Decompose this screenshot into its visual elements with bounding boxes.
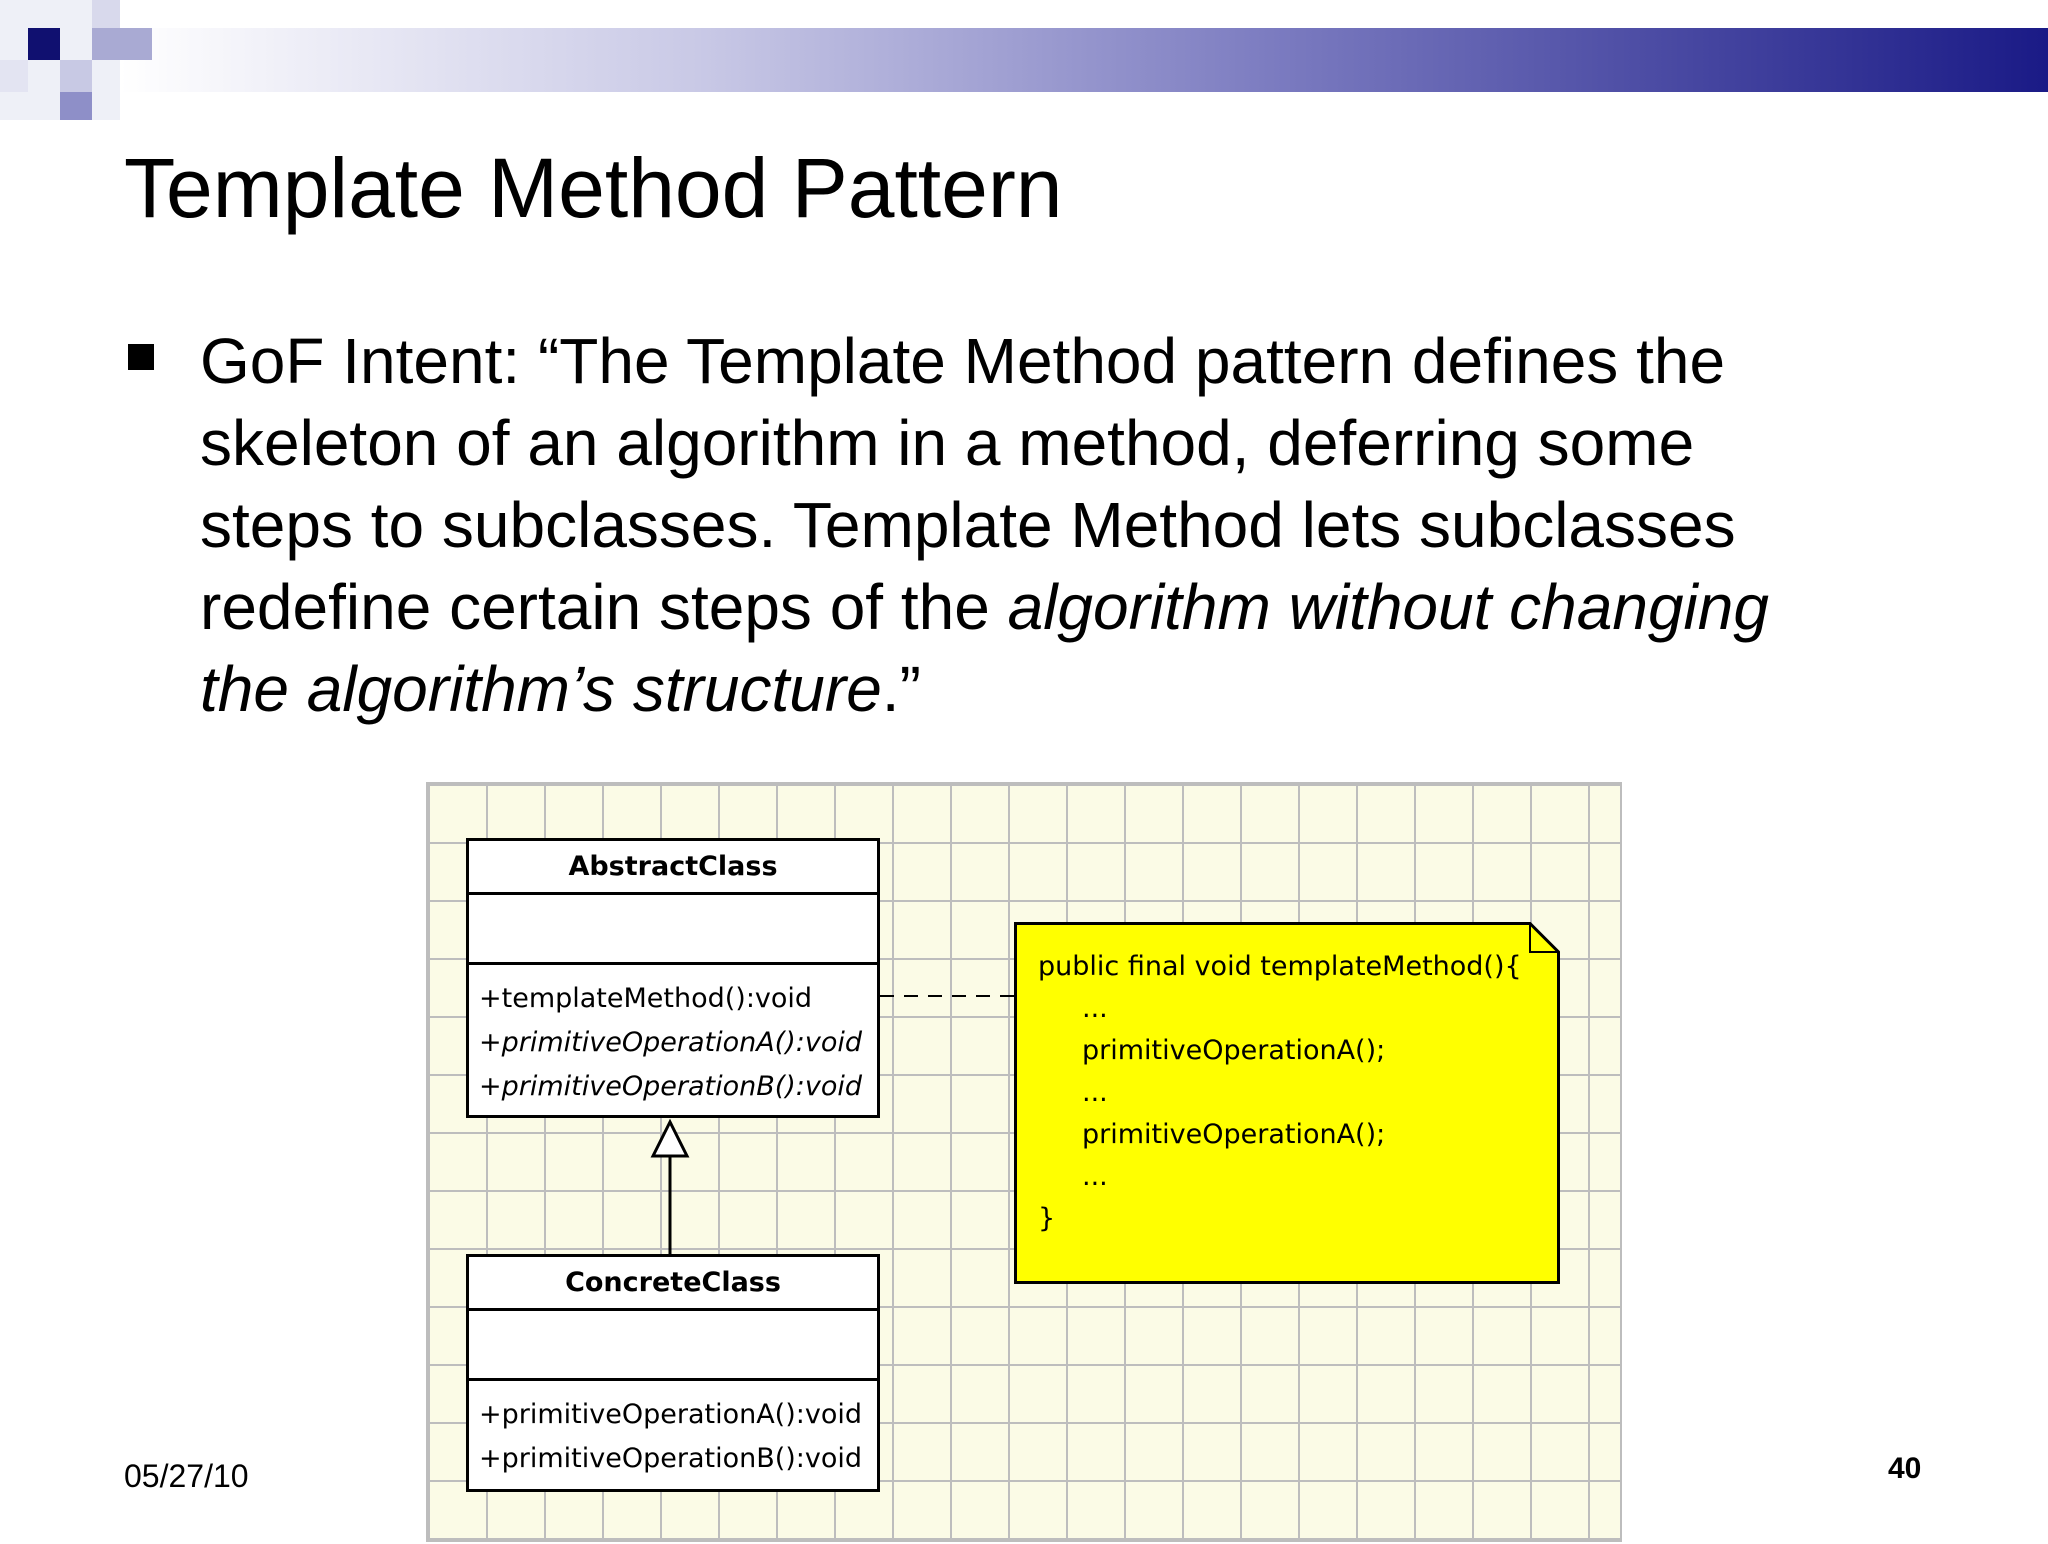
header-gradient-bar <box>120 28 2048 92</box>
code-line: primitiveOperationA(); <box>1082 1035 1386 1066</box>
code-line: ... <box>1082 993 1108 1024</box>
operation: +primitiveOperationB():void <box>479 1443 863 1474</box>
code-line: public final void templateMethod(){ <box>1038 951 1522 982</box>
note-code <box>1038 946 1538 1240</box>
code-line: ... <box>1082 1077 1108 1108</box>
abstract-operation: +primitiveOperationA():void <box>479 1027 862 1058</box>
code-line: } <box>1038 1203 1056 1234</box>
corner-square <box>60 92 92 120</box>
bullet-line: redefine certain steps of the <box>200 571 1008 643</box>
bullet-square-icon <box>128 344 154 370</box>
bullet-text <box>200 320 2030 730</box>
bullet-line: steps to subclasses. Template Method lets subclasses <box>200 489 1736 561</box>
bullet-italic-text: algorithm without changing <box>1007 571 1769 643</box>
concrete-class-attributes <box>469 1311 877 1381</box>
page-number: 40 <box>1888 1452 1922 1485</box>
abstract-class-operations <box>469 965 877 1109</box>
footer-date: 05/27/10 <box>124 1458 249 1494</box>
inheritance-arrow-icon <box>653 1122 687 1156</box>
code-note <box>1014 922 1560 1284</box>
bullet-line: GoF Intent: “The Template Method pattern defines the <box>200 325 1726 397</box>
corner-square <box>0 60 28 92</box>
concrete-class-operations <box>469 1381 877 1481</box>
bullet-italic-text: the algorithm’s structure <box>200 653 882 725</box>
bullet-line-end: .” <box>881 653 921 725</box>
abstract-class-attributes <box>469 895 877 965</box>
corner-square <box>60 60 92 92</box>
uml-diagram <box>426 782 1622 1542</box>
code-line: primitiveOperationA(); <box>1082 1119 1386 1150</box>
concrete-class-box <box>466 1254 880 1492</box>
corner-square <box>92 0 120 28</box>
operation: +templateMethod():void <box>479 983 813 1014</box>
bullet-line: skeleton of an algorithm in a method, deferring some <box>200 407 1695 479</box>
code-line: ... <box>1082 1161 1108 1192</box>
abstract-class-box <box>466 838 880 1118</box>
abstract-class-name: AbstractClass <box>469 841 877 895</box>
slide-title: Template Method Pattern <box>124 141 1063 235</box>
corner-square <box>92 28 152 60</box>
abstract-operation: +primitiveOperationB():void <box>479 1071 863 1102</box>
operation: +primitiveOperationA():void <box>479 1399 862 1430</box>
corner-square-dark <box>28 28 60 60</box>
concrete-class-name: ConcreteClass <box>469 1257 877 1311</box>
